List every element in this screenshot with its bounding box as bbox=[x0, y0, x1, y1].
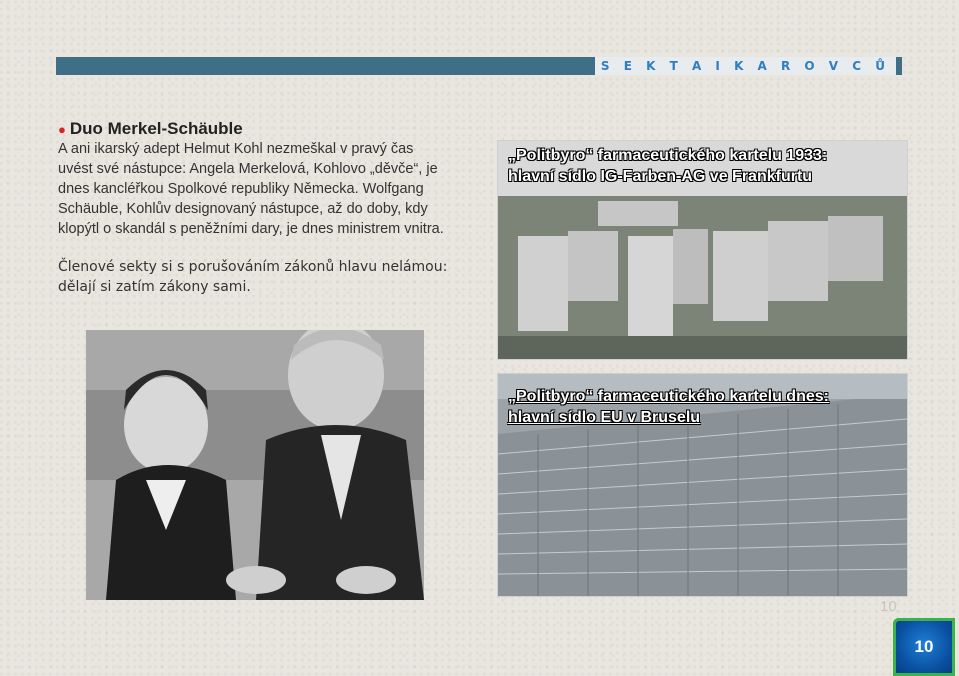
section-title: S E K T A I K A R O V C Ů bbox=[595, 57, 896, 75]
article-title bbox=[58, 119, 243, 139]
page-number-badge: 10 bbox=[893, 618, 955, 676]
article-paragraph-1: A ani ikarský adept Helmut Kohl nezmeškal v pravý čas uvést své nástupce: Angela Merkelová, Kohlovo „děvče“, je dnes kancléřkou Spolkové republiky Německa. Wolfgang Schäuble, Kohlův designovaný nástupce, až do doby, kdy klopýtl o skandál s peněžními dary, je dnes ministrem vnitra. bbox=[58, 141, 444, 237]
photo-ig-farben-frankfurt bbox=[497, 140, 908, 360]
caption-frankfurt-line-2: hlavní sídlo IG-Farben-AG ve Frankfurtu bbox=[508, 168, 813, 185]
photo-eu-brussels bbox=[497, 373, 908, 597]
article-paragraph-2: Členové sekty si s porušováním zákonů hlavu nelámou: dělají si zatím zákony sami. bbox=[58, 259, 448, 295]
bullet-icon: ● bbox=[58, 122, 66, 137]
caption-frankfurt bbox=[508, 145, 827, 187]
caption-frankfurt-line-1: „Politbyro“ farmaceutického kartelu 1933: bbox=[508, 147, 828, 164]
photo-merkel-kohl bbox=[86, 330, 424, 600]
photo-merkel-kohl-illustration bbox=[86, 330, 424, 600]
caption-brussels-line-2: hlavní sídlo EU v Bruselu bbox=[508, 409, 701, 426]
caption-brussels bbox=[508, 386, 829, 428]
caption-brussels-line-1: „Politbyro“ farmaceutického kartelu dnes: bbox=[508, 388, 829, 405]
article-title-text: Duo Merkel-Schäuble bbox=[69, 119, 243, 138]
section-header-bar bbox=[56, 57, 902, 75]
page-number-ghost: 10 bbox=[880, 598, 897, 615]
